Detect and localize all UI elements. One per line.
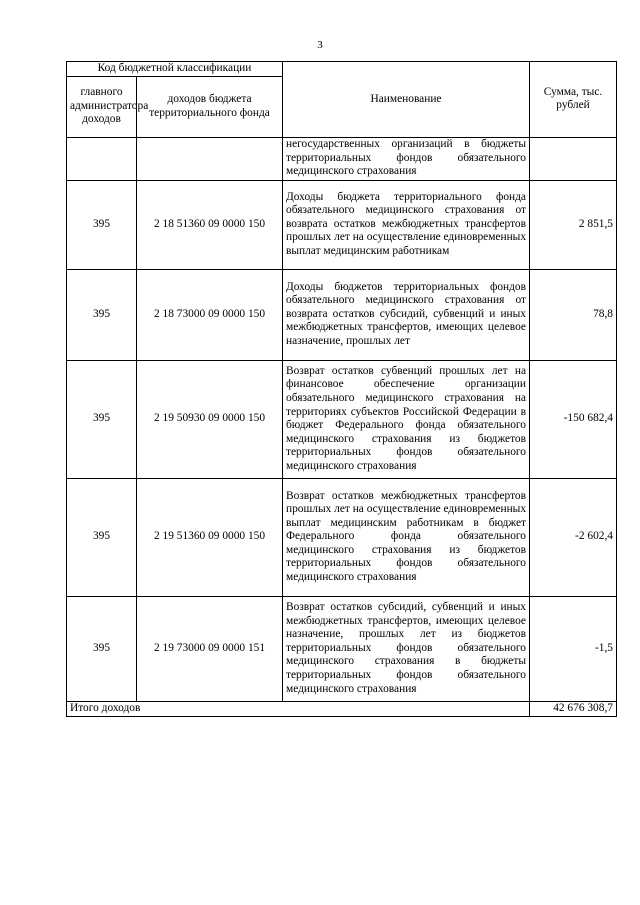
income-sum-cell: 2 851,5 (530, 180, 617, 269)
table-row (67, 478, 617, 596)
table-row (67, 137, 617, 180)
income-sum-cell: -2 602,4 (530, 478, 617, 596)
income-name-cell: Доходы бюджета территориального фонда обязательного медицинского страхования от возврата остатков межбюджетных трансфертов прошлых лет на осуществление единовременных выплат медицинским работникам (283, 180, 530, 269)
admin-column-header: главного администратора доходов (67, 76, 137, 137)
page-number: 3 (317, 39, 323, 51)
total-label: Итого доходов (67, 701, 530, 716)
income-name-cell: Возврат остатков субсидий, субвенций и иных межбюджетных трансфертов, имеющих целевое назначение, прошлых лет из бюджетов территориальных фондов обязательного медицинского страхования в бюджеты территориальных фондов обязательного медицинского страхования (283, 596, 530, 701)
income-code-cell: 2 19 51360 09 0000 150 (137, 478, 283, 596)
budget-income-table (66, 61, 617, 717)
income-code-cell: 2 19 73000 09 0000 151 (137, 596, 283, 701)
income-code-cell: 2 19 50930 09 0000 150 (137, 360, 283, 478)
admin-code-cell: 395 (67, 180, 137, 269)
income-name-cell: негосударственных организаций в бюджеты территориальных фондов обязательного медицинского страхования (283, 137, 530, 180)
income-sum-cell: 78,8 (530, 269, 617, 360)
income-column-header: доходов бюджета территориального фонда (137, 76, 283, 137)
total-row (67, 701, 617, 716)
table-row (67, 269, 617, 360)
table-row (67, 596, 617, 701)
table-header-row (67, 62, 617, 77)
admin-code-cell: 395 (67, 360, 137, 478)
income-code-cell: 2 18 51360 09 0000 150 (137, 180, 283, 269)
income-sum-cell: -150 682,4 (530, 360, 617, 478)
admin-code-cell (67, 137, 137, 180)
income-sum-cell: -1,5 (530, 596, 617, 701)
total-sum: 42 676 308,7 (530, 701, 617, 716)
income-sum-cell (530, 137, 617, 180)
name-column-header: Наименование (283, 62, 530, 138)
table-row (67, 360, 617, 478)
table-row (67, 180, 617, 269)
income-name-cell: Возврат остатков межбюджетных трансфертов прошлых лет на осуществление единовременных выплат медицинским работникам в бюджет Федерального фонда обязательного медицинского страхования из бюджетов территориальных фондов обязательного медицинского страхования (283, 478, 530, 596)
income-code-cell: 2 18 73000 09 0000 150 (137, 269, 283, 360)
income-name-cell: Доходы бюджетов территориальных фондов обязательного медицинского страхования от возврата остатков субсидий, субвенций и иных межбюджетных трансфертов, имеющих целевое назначение, прошлых лет (283, 269, 530, 360)
admin-code-cell: 395 (67, 596, 137, 701)
admin-code-cell: 395 (67, 269, 137, 360)
classification-group-header: Код бюджетной классификации (67, 62, 283, 77)
income-name-cell: Возврат остатков субвенций прошлых лет на финансовое обеспечение организации обязательного медицинского страхования на территориях субъектов Российской Федерации в бюджет Федерального фонда обязательного медицинского страхования из бюджетов территориальных фондов обязательного медицинского страхования (283, 360, 530, 478)
admin-code-cell: 395 (67, 478, 137, 596)
income-code-cell (137, 137, 283, 180)
sum-column-header: Сумма, тыс. рублей (530, 62, 617, 138)
